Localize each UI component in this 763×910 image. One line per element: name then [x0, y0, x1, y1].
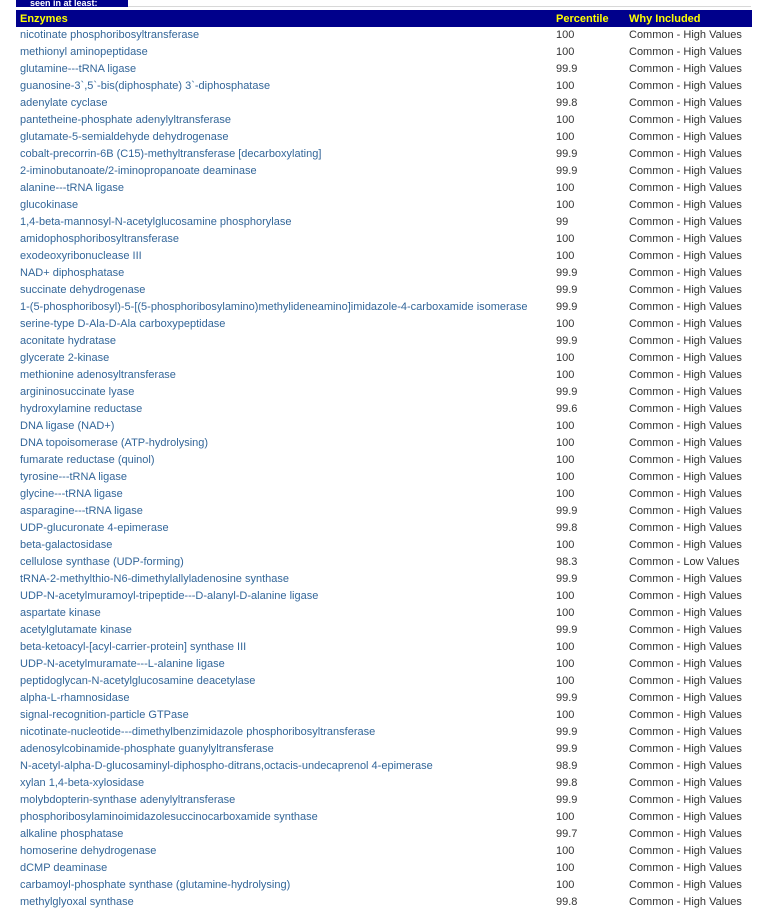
percentile-cell: 99.8	[556, 896, 578, 908]
table-row	[16, 758, 752, 775]
enzyme-link[interactable]: guanosine-3`,5`-bis(diphosphate) 3`-diphosphatase	[20, 80, 271, 92]
percentile-cell: 99.9	[556, 284, 578, 296]
table-row	[16, 622, 752, 639]
table-header-row	[16, 10, 752, 27]
percentile-cell: 100	[556, 539, 575, 551]
column-header-why-included: Why Included	[625, 10, 752, 27]
enzyme-link[interactable]: fumarate reductase (quinol)	[20, 454, 155, 466]
enzymes-table	[16, 10, 752, 910]
percentile-cell: 99.9	[556, 726, 578, 738]
why-included-cell: Common - High Values	[629, 318, 742, 330]
percentile-cell: 100	[556, 420, 575, 432]
percentile-cell: 100	[556, 46, 575, 58]
enzyme-link[interactable]: homoserine dehydrogenase	[20, 845, 157, 857]
why-included-cell: Common - High Values	[629, 199, 742, 211]
enzyme-link[interactable]: beta-galactosidase	[20, 539, 113, 551]
why-included-cell: Common - High Values	[629, 46, 742, 58]
percentile-cell: 99.6	[556, 403, 578, 415]
why-included-cell: Common - High Values	[629, 709, 742, 721]
why-included-cell: Common - High Values	[629, 233, 742, 245]
percentile-cell: 99.9	[556, 386, 578, 398]
table-row	[16, 894, 752, 910]
why-included-cell: Common - High Values	[629, 369, 742, 381]
percentile-cell: 100	[556, 658, 575, 670]
table-row	[16, 656, 752, 673]
percentile-cell: 99.9	[556, 743, 578, 755]
table-row	[16, 452, 752, 469]
percentile-cell: 100	[556, 675, 575, 687]
table-row	[16, 27, 752, 44]
percentile-cell: 100	[556, 199, 575, 211]
table-row	[16, 809, 752, 826]
why-included-cell: Common - High Values	[629, 828, 742, 840]
why-included-cell: Common - High Values	[629, 97, 742, 109]
percentile-cell: 100	[556, 641, 575, 653]
why-included-cell: Common - High Values	[629, 352, 742, 364]
enzyme-link[interactable]: signal-recognition-particle GTPase	[20, 709, 189, 721]
table-row	[16, 44, 752, 61]
why-included-cell: Common - High Values	[629, 522, 742, 534]
percentile-cell: 100	[556, 131, 575, 143]
table-row	[16, 877, 752, 894]
why-included-cell: Common - High Values	[629, 454, 742, 466]
why-included-cell: Common - High Values	[629, 131, 742, 143]
why-included-cell: Common - High Values	[629, 658, 742, 670]
table-row	[16, 520, 752, 537]
table-row	[16, 265, 752, 282]
percentile-cell: 100	[556, 862, 575, 874]
top-section-tab: seen in at least:	[16, 0, 128, 7]
enzyme-link[interactable]: asparagine---tRNA ligase	[20, 505, 143, 517]
why-included-cell: Common - High Values	[629, 590, 742, 602]
enzyme-link[interactable]: amidophosphoribosyltransferase	[20, 233, 179, 245]
percentile-cell: 100	[556, 318, 575, 330]
table-row	[16, 469, 752, 486]
percentile-cell: 99.9	[556, 165, 578, 177]
table-row	[16, 61, 752, 78]
why-included-cell: Common - High Values	[629, 777, 742, 789]
percentile-cell: 100	[556, 29, 575, 41]
table-row	[16, 401, 752, 418]
table-row	[16, 639, 752, 656]
table-row	[16, 775, 752, 792]
enzyme-link[interactable]: tyrosine---tRNA ligase	[20, 471, 127, 483]
why-included-cell: Common - High Values	[629, 607, 742, 619]
enzyme-link[interactable]: 1-(5-phosphoribosyl)-5-[(5-phosphoribosylamino)methylideneamino]imidazole-4-carboxamide isomerase	[20, 301, 528, 313]
why-included-cell: Common - High Values	[629, 760, 742, 772]
table-row	[16, 316, 752, 333]
percentile-cell: 100	[556, 233, 575, 245]
table-row	[16, 146, 752, 163]
percentile-cell: 99.9	[556, 692, 578, 704]
why-included-cell: Common - High Values	[629, 437, 742, 449]
percentile-cell: 100	[556, 471, 575, 483]
percentile-cell: 100	[556, 454, 575, 466]
percentile-cell: 100	[556, 811, 575, 823]
table-row	[16, 299, 752, 316]
why-included-cell: Common - High Values	[629, 114, 742, 126]
percentile-cell: 100	[556, 182, 575, 194]
enzyme-link[interactable]: UDP-glucuronate 4-epimerase	[20, 522, 169, 534]
table-row	[16, 724, 752, 741]
enzyme-link[interactable]: carbamoyl-phosphate synthase (glutamine-hydrolysing)	[20, 879, 291, 891]
enzyme-link[interactable]: N-acetyl-alpha-D-glucosaminyl-diphospho-ditrans,octacis-undecaprenol 4-epimerase	[20, 760, 433, 772]
table-row	[16, 554, 752, 571]
why-included-cell: Common - High Values	[629, 692, 742, 704]
enzyme-link[interactable]: nicotinate phosphoribosyltransferase	[20, 29, 200, 41]
percentile-cell: 100	[556, 352, 575, 364]
table-row	[16, 792, 752, 809]
percentile-cell: 99.9	[556, 301, 578, 313]
table-row	[16, 690, 752, 707]
why-included-cell: Common - High Values	[629, 29, 742, 41]
table-row	[16, 231, 752, 248]
table-row	[16, 605, 752, 622]
enzyme-link[interactable]: 2-iminobutanoate/2-iminopropanoate deaminase	[20, 165, 257, 177]
enzyme-link[interactable]: glycine---tRNA ligase	[20, 488, 123, 500]
percentile-cell: 98.3	[556, 556, 578, 568]
percentile-cell: 100	[556, 590, 575, 602]
enzyme-link[interactable]: cellulose synthase (UDP-forming)	[20, 556, 184, 568]
table-row	[16, 843, 752, 860]
why-included-cell: Common - High Values	[629, 250, 742, 262]
percentile-cell: 99.9	[556, 794, 578, 806]
why-included-cell: Common - High Values	[629, 573, 742, 585]
why-included-cell: Common - High Values	[629, 267, 742, 279]
table-row	[16, 826, 752, 843]
why-included-cell: Common - High Values	[629, 488, 742, 500]
enzyme-link[interactable]: methylglyoxal synthase	[20, 896, 134, 908]
table-row	[16, 197, 752, 214]
percentile-cell: 100	[556, 879, 575, 891]
why-included-cell: Common - High Values	[629, 403, 742, 415]
why-included-cell: Common - High Values	[629, 505, 742, 517]
percentile-cell: 100	[556, 607, 575, 619]
enzyme-link[interactable]: glutamine---tRNA ligase	[20, 63, 137, 75]
percentile-cell: 99.9	[556, 148, 578, 160]
enzyme-link[interactable]: xylan 1,4-beta-xylosidase	[20, 777, 145, 789]
why-included-cell: Common - High Values	[629, 148, 742, 160]
percentile-cell: 99.9	[556, 573, 578, 585]
enzyme-link[interactable]: acetylglutamate kinase	[20, 624, 132, 636]
table-row	[16, 129, 752, 146]
enzyme-link[interactable]: alpha-L-rhamnosidase	[20, 692, 130, 704]
table-row	[16, 214, 752, 231]
table-row	[16, 571, 752, 588]
percentile-cell: 99	[556, 216, 569, 228]
why-included-cell: Common - High Values	[629, 726, 742, 738]
enzyme-link[interactable]: succinate dehydrogenase	[20, 284, 146, 296]
table-row	[16, 503, 752, 520]
why-included-cell: Common - High Values	[629, 845, 742, 857]
column-header-enzymes: Enzymes	[16, 10, 552, 27]
table-row	[16, 707, 752, 724]
enzyme-link[interactable]: adenosylcobinamide-phosphate guanylyltransferase	[20, 743, 274, 755]
table-row	[16, 180, 752, 197]
table-row	[16, 248, 752, 265]
enzyme-link[interactable]: cobalt-precorrin-6B (C15)-methyltransferase [decarboxylating]	[20, 148, 322, 160]
top-divider	[128, 6, 751, 7]
percentile-cell: 100	[556, 114, 575, 126]
enzyme-link[interactable]: glycerate 2-kinase	[20, 352, 110, 364]
percentile-cell: 100	[556, 845, 575, 857]
enzyme-link[interactable]: glutamate-5-semialdehyde dehydrogenase	[20, 131, 229, 143]
enzyme-link[interactable]: glucokinase	[20, 199, 79, 211]
percentile-cell: 99.9	[556, 624, 578, 636]
percentile-cell: 100	[556, 80, 575, 92]
enzyme-link[interactable]: UDP-N-acetylmuramate---L-alanine ligase	[20, 658, 225, 670]
why-included-cell: Common - High Values	[629, 165, 742, 177]
enzyme-link[interactable]: adenylate cyclase	[20, 97, 108, 109]
table-row	[16, 486, 752, 503]
why-included-cell: Common - High Values	[629, 862, 742, 874]
table-row	[16, 163, 752, 180]
enzyme-link[interactable]: argininosuccinate lyase	[20, 386, 135, 398]
table-row	[16, 367, 752, 384]
enzyme-link[interactable]: exodeoxyribonuclease III	[20, 250, 142, 262]
enzyme-link[interactable]: dCMP deaminase	[20, 862, 108, 874]
percentile-cell: 99.7	[556, 828, 578, 840]
table-row	[16, 860, 752, 877]
enzyme-link[interactable]: NAD+ diphosphatase	[20, 267, 125, 279]
table-row	[16, 435, 752, 452]
why-included-cell: Common - High Values	[629, 420, 742, 432]
why-included-cell: Common - High Values	[629, 675, 742, 687]
enzyme-link[interactable]: peptidoglycan-N-acetylglucosamine deacetylase	[20, 675, 256, 687]
table-row	[16, 384, 752, 401]
why-included-cell: Common - High Values	[629, 80, 742, 92]
enzyme-link[interactable]: beta-ketoacyl-[acyl-carrier-protein] synthase III	[20, 641, 247, 653]
why-included-cell: Common - High Values	[629, 641, 742, 653]
why-included-cell: Common - High Values	[629, 216, 742, 228]
percentile-cell: 100	[556, 437, 575, 449]
enzyme-link[interactable]: nicotinate-nucleotide---dimethylbenzimidazole phosphoribosyltransferase	[20, 726, 376, 738]
table-row	[16, 78, 752, 95]
column-header-percentile: Percentile	[552, 10, 625, 27]
why-included-cell: Common - High Values	[629, 879, 742, 891]
why-included-cell: Common - High Values	[629, 539, 742, 551]
table-row	[16, 333, 752, 350]
why-included-cell: Common - High Values	[629, 63, 742, 75]
enzyme-link[interactable]: pantetheine-phosphate adenylyltransferase	[20, 114, 231, 126]
enzyme-link[interactable]: methionine adenosyltransferase	[20, 369, 176, 381]
percentile-cell: 100	[556, 369, 575, 381]
why-included-cell: Common - High Values	[629, 896, 742, 908]
why-included-cell: Common - High Values	[629, 386, 742, 398]
percentile-cell: 99.8	[556, 522, 578, 534]
percentile-cell: 99.9	[556, 335, 578, 347]
why-included-cell: Common - High Values	[629, 182, 742, 194]
table-row	[16, 537, 752, 554]
percentile-cell: 100	[556, 250, 575, 262]
table-row	[16, 588, 752, 605]
enzyme-link[interactable]: DNA ligase (NAD+)	[20, 420, 115, 432]
why-included-cell: Common - High Values	[629, 335, 742, 347]
enzyme-link[interactable]: 1,4-beta-mannosyl-N-acetylglucosamine phosphorylase	[20, 216, 292, 228]
table-row	[16, 741, 752, 758]
enzyme-link[interactable]: DNA topoisomerase (ATP-hydrolysing)	[20, 437, 209, 449]
enzyme-link[interactable]: serine-type D-Ala-D-Ala carboxypeptidase	[20, 318, 226, 330]
percentile-cell: 98.9	[556, 760, 578, 772]
table-row	[16, 282, 752, 299]
table-row	[16, 95, 752, 112]
enzyme-link[interactable]: UDP-N-acetylmuramoyl-tripeptide---D-alanyl-D-alanine ligase	[20, 590, 319, 602]
enzyme-link[interactable]: molybdopterin-synthase adenylyltransferase	[20, 794, 236, 806]
table-row	[16, 112, 752, 129]
why-included-cell: Common - High Values	[629, 811, 742, 823]
percentile-cell: 99.9	[556, 267, 578, 279]
enzyme-link[interactable]: hydroxylamine reductase	[20, 403, 143, 415]
enzyme-link[interactable]: tRNA-2-methylthio-N6-dimethylallyladenosine synthase	[20, 573, 290, 585]
percentile-cell: 100	[556, 488, 575, 500]
percentile-cell: 100	[556, 709, 575, 721]
why-included-cell: Common - High Values	[629, 471, 742, 483]
why-included-cell: Common - High Values	[629, 624, 742, 636]
enzyme-link[interactable]: alanine---tRNA ligase	[20, 182, 124, 194]
enzyme-link[interactable]: phosphoribosylaminoimidazolesuccinocarboxamide synthase	[20, 811, 318, 823]
percentile-cell: 99.9	[556, 505, 578, 517]
enzyme-link[interactable]: aspartate kinase	[20, 607, 101, 619]
percentile-cell: 99.8	[556, 777, 578, 789]
table-row	[16, 673, 752, 690]
why-included-cell: Common - High Values	[629, 743, 742, 755]
percentile-cell: 99.9	[556, 63, 578, 75]
why-included-cell: Common - High Values	[629, 794, 742, 806]
table-row	[16, 350, 752, 367]
enzyme-link[interactable]: alkaline phosphatase	[20, 828, 124, 840]
table-row	[16, 418, 752, 435]
enzyme-link[interactable]: methionyl aminopeptidase	[20, 46, 148, 58]
why-included-cell: Common - Low Values	[629, 556, 740, 568]
table-body	[16, 27, 752, 910]
enzyme-link[interactable]: aconitate hydratase	[20, 335, 117, 347]
percentile-cell: 99.8	[556, 97, 578, 109]
why-included-cell: Common - High Values	[629, 284, 742, 296]
why-included-cell: Common - High Values	[629, 301, 742, 313]
